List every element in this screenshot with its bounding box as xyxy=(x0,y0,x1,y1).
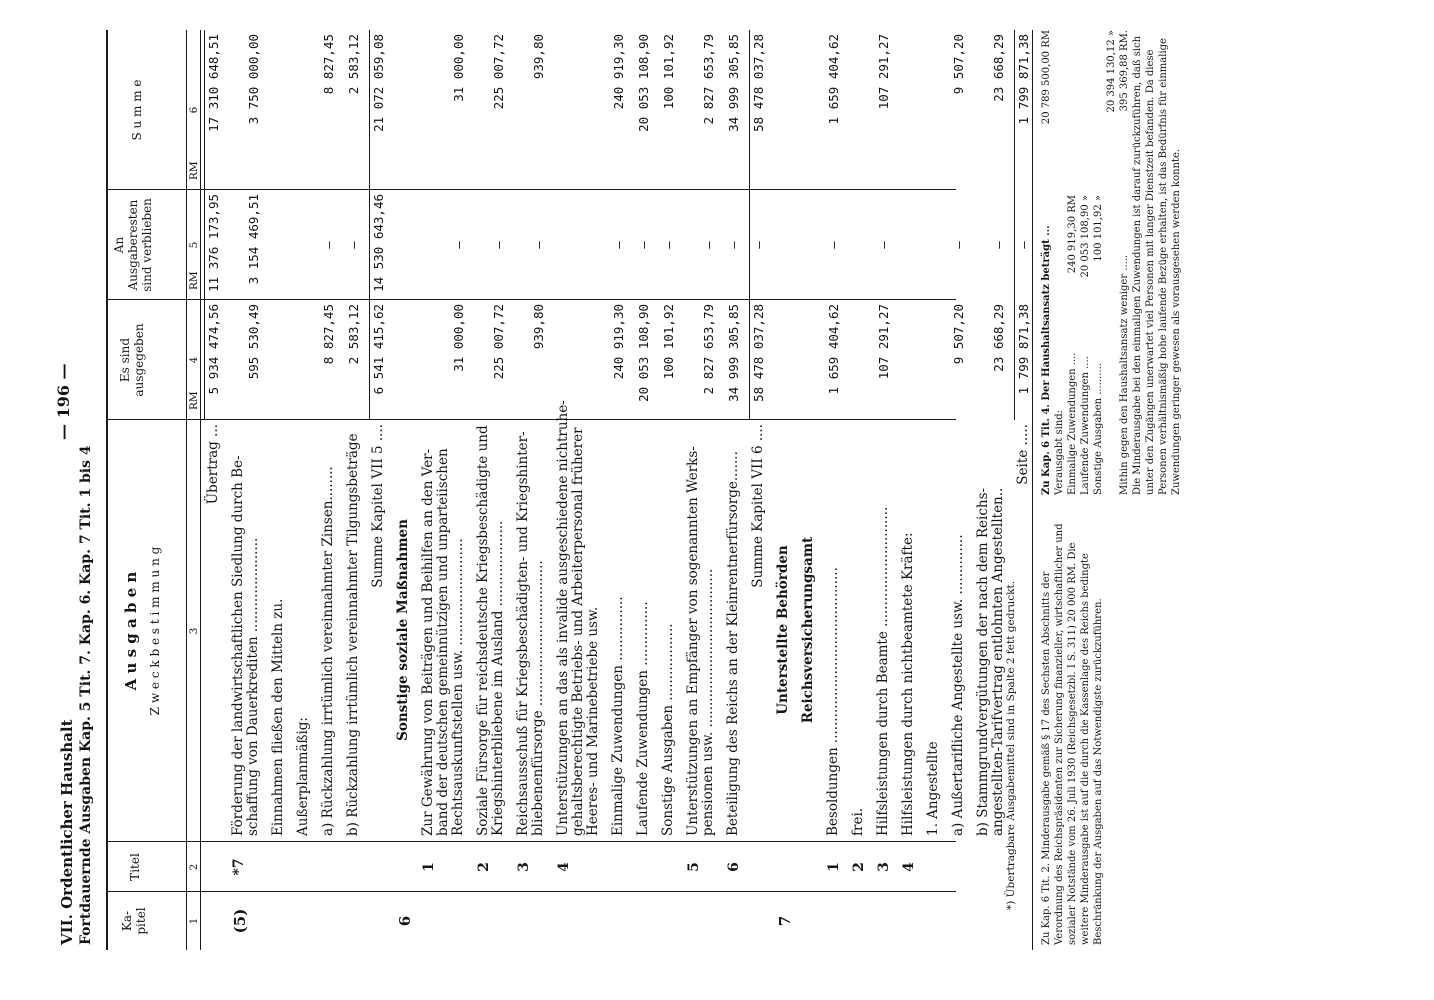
unit-col4: RM xyxy=(188,391,200,410)
table-row xyxy=(231,0,265,1000)
cell-titel: 4 xyxy=(556,862,572,872)
cell-ausgegeben: 20 053 108,90 xyxy=(636,304,651,402)
sum-rule xyxy=(749,30,750,420)
cell-zweck: a) Außertarifliche Angestellte usw. .............. xyxy=(950,534,966,836)
table-row xyxy=(826,0,845,1000)
colnum-rule xyxy=(200,30,201,950)
note-line xyxy=(1079,195,1092,495)
cell-summe: 3 750 000,00 xyxy=(246,34,261,125)
table-row xyxy=(516,0,550,1000)
cell-summe: 21 072 059,08 xyxy=(371,34,386,132)
table-row xyxy=(801,0,820,1000)
header-ausgaben: A u s g a b e n xyxy=(122,571,140,691)
table-row xyxy=(346,0,365,1000)
cell-zweck: Hilfsleistungen durch Beamte ............................ xyxy=(875,506,891,836)
colnum-4: 4 xyxy=(188,356,200,364)
header-kapitel: Ka- pitel xyxy=(120,907,148,935)
cell-summe: 240 919,30 xyxy=(611,34,626,110)
note-line-value: 240 919,30 RM xyxy=(1067,195,1078,274)
table-row xyxy=(321,0,340,1000)
cell-summe: 100 101,92 xyxy=(661,34,676,110)
table-row xyxy=(271,0,290,1000)
cell-kapitel: (5) xyxy=(231,908,249,934)
note-line-label: Sonstige Ausgaben .......... xyxy=(1093,362,1104,495)
cell-summe: 8 827,45 xyxy=(321,34,336,95)
cell-summe: 1 659 404,62 xyxy=(826,34,841,125)
note-diff-value: 395 369,88 RM. xyxy=(1119,30,1130,112)
cell-summe: 1 799 871,38 xyxy=(1016,34,1031,125)
cell-reste: — xyxy=(661,241,676,249)
sum-rule xyxy=(204,30,205,420)
table-row xyxy=(661,0,680,1000)
cell-titel: 6 xyxy=(726,862,742,872)
cell-reste: — xyxy=(726,241,741,249)
note-line-label: Laufende Zuwendungen .... xyxy=(1080,356,1091,495)
cell-reste: — xyxy=(701,241,716,249)
header-summe: S u m m e xyxy=(130,79,144,141)
cell-ausgegeben: 9 507,20 xyxy=(951,304,966,365)
cell-zweck: Sonstige soziale Maßnahmen xyxy=(395,519,411,741)
section-title: VII. Ordentlicher Haushalt xyxy=(58,719,76,945)
note-line xyxy=(1066,195,1079,495)
colnum-6: 6 xyxy=(188,106,200,114)
cell-zweck: b) Stammgrundvergütungen der nach dem Reichs- angestellten-Tarifvertrag entlohnten Angestellten.. xyxy=(975,487,1006,836)
table-row xyxy=(876,0,895,1000)
header-bottom-rule xyxy=(186,30,187,950)
note-line xyxy=(1092,195,1105,495)
cell-zweck: Unterstützungen an das als invalide ausgeschiedene nichtruhe- gehaltsberechtigte Betriebs- und Arbeiterpersonal früherer Heeres- und Marinebetriebe usw. xyxy=(555,400,601,836)
unit-col5: RM xyxy=(188,271,200,290)
cell-zweck: 1. Angestellte xyxy=(925,741,941,836)
cell-ausgegeben: 8 827,45 xyxy=(321,304,336,365)
table-top-rule xyxy=(106,30,108,950)
header-titel: Titel xyxy=(128,853,142,881)
footnote: *) Übertragbare Ausgabemittel sind in Spalte 2 fett gedruckt. xyxy=(1005,580,1017,910)
table-row xyxy=(636,0,655,1000)
cell-zweck: Einnahmen fließen den Mitteln zu. xyxy=(270,598,286,836)
table-row xyxy=(776,0,795,1000)
table-row xyxy=(371,0,390,1000)
cell-ausgegeben: 1 799 871,38 xyxy=(1016,304,1031,395)
cell-ausgegeben: 58 478 037,28 xyxy=(751,304,766,402)
cell-ausgegeben: 225 007,72 xyxy=(491,304,506,380)
note-head-value: 20 789 500,00 RM xyxy=(1041,30,1052,125)
table-row xyxy=(296,0,315,1000)
sum-rule xyxy=(1014,30,1015,420)
cell-ausgegeben: 107 291,27 xyxy=(876,304,891,380)
cell-reste: — xyxy=(636,241,651,249)
cell-reste: — xyxy=(451,241,466,249)
note-kap6-tit2: Zu Kap. 6 Tit. 2. Minderausgabe gemäß § 17 des Sechsten Abschnitts der Verordnung des Reichspräsidenten zur Sicherung finanzieller, wirtschaftlicher und sozialer Notstände vom 26. Juli 1930 (Reichsgesetzbl. I S. 311) 20 000 RM. Die weitere Minderausgabe ist auf die durch die Kassenlage des Reichs bedingte Beschränkung der Ausgaben auf das Notwendigste zurückzuführen. xyxy=(1041,523,1104,945)
cell-summe: 17 310 648,51 xyxy=(206,34,221,132)
note-diff-line xyxy=(1118,30,1131,495)
table-row xyxy=(951,0,970,1000)
colnum-2: 2 xyxy=(188,863,200,871)
cell-zweck: Unterstellte Behörden xyxy=(775,545,791,715)
cell-zweck: frei. xyxy=(850,807,866,836)
page-number: — 196 — xyxy=(54,363,73,440)
cell-summe: 9 507,20 xyxy=(951,34,966,95)
note-kap6-tit4 xyxy=(1040,30,1183,495)
cell-kapitel: 6 xyxy=(396,915,414,927)
cell-reste: — xyxy=(491,241,506,249)
cell-ausgegeben: 2 827 653,79 xyxy=(701,304,716,395)
cell-kapitel: 7 xyxy=(776,915,794,927)
cell-zweck: Reichsausschuß für Kriegsbeschädigten- und Kriegshinter- bliebenenfürsorge .................................. xyxy=(515,431,546,836)
colnum-3: 3 xyxy=(188,627,200,635)
table-row xyxy=(726,0,745,1000)
cell-zweck: Hilfsleistungen durch nichtbeamtete Kräfte: xyxy=(900,532,916,836)
table-row xyxy=(751,0,770,1000)
cell-zweck: Besoldungen ......................................... xyxy=(825,567,841,836)
cell-zweck: Förderung der landwirtschaftlichen Siedlung durch Be- schaffung von Dauerkrediten ...................... xyxy=(230,455,261,836)
cell-zweck: Seite ..... xyxy=(1015,424,1031,485)
table-row xyxy=(901,0,920,1000)
colnum-1: 1 xyxy=(188,917,200,925)
cell-ausgegeben: 6 541 415,62 xyxy=(371,304,386,395)
cell-summe: 939,80 xyxy=(531,34,546,80)
table-row xyxy=(926,0,945,1000)
note-lines xyxy=(1066,30,1105,495)
cell-reste: — xyxy=(611,241,626,249)
cell-zweck: Laufende Zuwendungen ............... xyxy=(635,601,651,836)
cell-summe: 34 999 305,85 xyxy=(726,34,741,132)
cell-ausgegeben: 939,80 xyxy=(531,304,546,350)
cell-ausgegeben: 5 934 474,56 xyxy=(206,304,221,395)
cell-titel: 1 xyxy=(826,862,842,872)
cell-zweck: a) Rückzahlung irrtümlich vereinnahmter Zinsen........ xyxy=(320,466,336,836)
cell-reste: — xyxy=(321,241,336,249)
cell-summe: 23 668,29 xyxy=(991,34,1006,102)
cell-zweck: Übertrag ... xyxy=(205,424,221,505)
cell-reste: — xyxy=(531,241,546,249)
cell-summe: 2 827 653,79 xyxy=(701,34,716,125)
page-subtitle: Fortdauernde Ausgaben Kap. 5 Tit. 7. Kap. 6. Kap. 7 Tit. 1 bis 4 xyxy=(78,445,94,945)
cell-zweck: Summe Kapitel VII 6 .... xyxy=(750,424,766,588)
cell-reste: — xyxy=(991,241,1006,249)
table-row xyxy=(556,0,605,1000)
cell-titel: 2 xyxy=(851,862,867,872)
table-row xyxy=(206,0,225,1000)
cell-summe: 20 053 108,90 xyxy=(636,34,651,132)
cell-titel: 5 xyxy=(686,862,702,872)
cell-ausgegeben: 100 101,92 xyxy=(661,304,676,380)
cell-reste: — xyxy=(951,241,966,249)
notes-rule xyxy=(1032,30,1033,950)
cell-zweck: Zur Gewährung von Beiträgen und Beihilfen an den Ver- band der deutschen gemeinnützigen und unparteiischen Rechtsauskunftstellen usw. ......................... xyxy=(420,448,466,836)
table-row xyxy=(686,0,720,1000)
cell-ausgegeben: 2 583,12 xyxy=(346,304,361,365)
cell-ausgegeben: 34 999 305,85 xyxy=(726,304,741,402)
unit-col6: RM xyxy=(188,161,200,180)
cell-summe: 58 478 037,28 xyxy=(751,34,766,132)
colnum-5: 5 xyxy=(188,241,200,249)
cell-zweck: Reichsversicherungsamt xyxy=(800,536,816,724)
cell-summe: 31 000,00 xyxy=(451,34,466,102)
cell-reste: — xyxy=(826,241,841,249)
cell-summe: 2 583,12 xyxy=(346,34,361,95)
cell-reste: — xyxy=(346,241,361,249)
table-row xyxy=(851,0,870,1000)
table-row xyxy=(396,0,415,1000)
cell-zweck: Einmalige Zuwendungen ............... xyxy=(610,596,626,836)
cell-zweck: Unterstützungen an Empfänger von sogenannten Werks- pensionen usw. ..................................... xyxy=(685,446,716,836)
cell-ausgegeben: 31 000,00 xyxy=(451,304,466,372)
header-ausgegeben: Es sind ausgegeben xyxy=(118,323,146,397)
note-line-value: 20 053 108,90 » xyxy=(1080,195,1091,278)
note-line-label: Einmalige Zuwendungen .... xyxy=(1067,352,1078,495)
cell-reste: 3 154 469,51 xyxy=(246,194,261,285)
cell-zweck: Beteiligung des Reichs an der Kleinrentnerfürsorge....... xyxy=(725,451,741,836)
note-text: Die Minderausgabe bei den einmaligen Zuwendungen ist darauf zurückzuführen, daß sich unter den Zugängen unerwartet viel Personen mit langer Dienstzeit befanden. Da diese Personen verhältnismäßig hohe laufende Bezüge erhalten, ist das Bedürfnis für einmalige Zuwendungen geringer gewesen als vorausgesehen werden konnte. xyxy=(1132,35,1182,495)
cell-ausgegeben: 23 668,29 xyxy=(991,304,1006,372)
cell-summe: 225 007,72 xyxy=(491,34,506,110)
table-row xyxy=(476,0,510,1000)
note-head-line xyxy=(1040,30,1053,495)
cell-summe: 107 291,27 xyxy=(876,34,891,110)
cell-ausgegeben: 595 530,49 xyxy=(246,304,261,380)
cell-reste: — xyxy=(876,241,891,249)
cell-zweck: b) Rückzahlung irrtümlich vereinnahmter Tilgungsbeträge xyxy=(345,433,361,836)
cell-titel: 4 xyxy=(901,862,917,872)
cell-titel: 1 xyxy=(421,862,437,872)
table-row xyxy=(421,0,470,1000)
cell-titel: 3 xyxy=(876,862,892,872)
cell-reste: 14 530 643,46 xyxy=(371,194,386,292)
header-reste: An Ausgaberesten sind verblieben xyxy=(112,198,154,292)
cell-titel: 3 xyxy=(516,862,532,872)
cell-zweck: Außerplanmäßig: xyxy=(295,717,311,836)
note-total: 20 394 130,12 » xyxy=(1106,30,1117,113)
cell-titel: *7 xyxy=(231,858,247,876)
note-head: Zu Kap. 6 Tit. 4. Der Haushaltsansatz beträgt ... xyxy=(1041,225,1052,495)
table-row xyxy=(611,0,630,1000)
note-line-value: 100 101,92 » xyxy=(1093,195,1104,262)
header-zweck: Z w e c k b e s t i m m u n g xyxy=(148,546,162,716)
cell-reste: — xyxy=(1016,241,1031,249)
note-diff-label: Mithin gegen den Haushaltsansatz weniger ..... xyxy=(1119,254,1130,495)
sum-rule xyxy=(369,30,370,420)
cell-ausgegeben: 240 919,30 xyxy=(611,304,626,380)
cell-reste: 11 376 173,95 xyxy=(206,194,221,292)
cell-zweck: Soziale Fürsorge für reichsdeutsche Kriegsbeschädigte und Kriegshinterbliebene im Ausland .................... xyxy=(475,425,506,836)
cell-ausgegeben: 1 659 404,62 xyxy=(826,304,841,395)
cell-reste: — xyxy=(751,241,766,249)
note-sub: Verausgabt sind: xyxy=(1054,409,1065,495)
cell-titel: 2 xyxy=(476,862,492,872)
cell-zweck: Summe Kapitel VII 5 .... xyxy=(370,424,386,588)
cell-zweck: Sonstige Ausgaben .................. xyxy=(660,623,676,836)
